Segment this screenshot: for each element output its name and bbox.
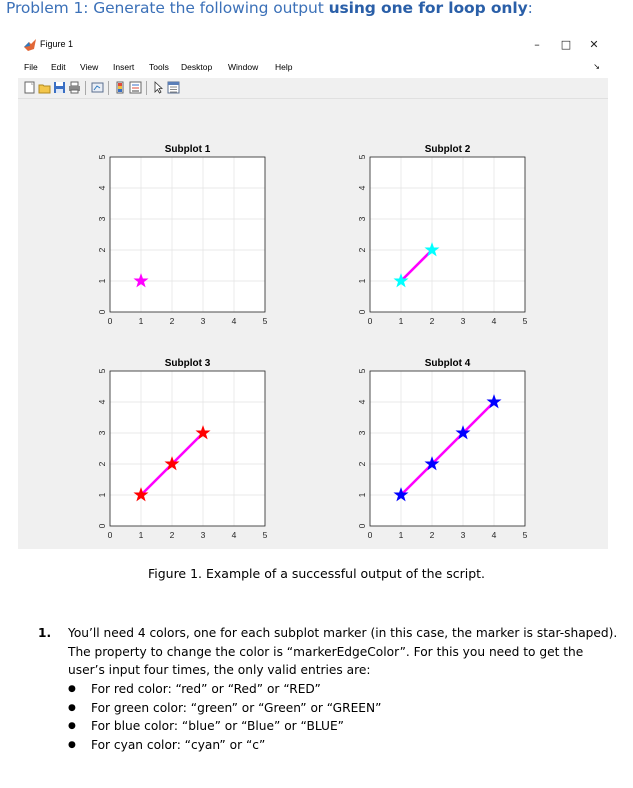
save-icon[interactable]: [53, 81, 66, 94]
y-tick-label: 2: [97, 247, 107, 253]
x-tick-label: 5: [262, 530, 268, 540]
x-tick-label: 3: [200, 530, 206, 540]
heading-emphasis: using one for loop only: [328, 0, 528, 17]
link-plot-icon[interactable]: [91, 81, 104, 94]
y-tick-label: 2: [97, 461, 107, 467]
x-tick-label: 4: [231, 316, 237, 326]
subplot-2: [357, 144, 528, 326]
y-tick-label: 1: [97, 492, 107, 498]
y-tick-label: 1: [357, 492, 367, 498]
x-tick-label: 3: [200, 316, 206, 326]
menu-desktop[interactable]: Desktop: [181, 62, 213, 72]
toolbar-separator: [85, 81, 86, 95]
y-tick-label: 4: [357, 185, 367, 191]
y-tick-label: 1: [97, 278, 107, 284]
x-tick-label: 4: [491, 316, 497, 326]
y-tick-label: 5: [357, 368, 367, 374]
x-tick-label: 1: [398, 530, 404, 540]
axes-background: [370, 157, 525, 312]
toolbar-separator: [146, 81, 147, 95]
close-button[interactable]: ✕: [589, 38, 599, 51]
y-tick-label: 0: [97, 309, 107, 315]
menu-view[interactable]: View: [80, 62, 99, 72]
instruction-number: 1.: [38, 626, 52, 640]
menu-expand-icon[interactable]: ↘: [593, 62, 600, 71]
instruction-item: [38, 624, 618, 680]
new-figure-icon[interactable]: [23, 81, 36, 94]
subplot-3: [97, 358, 268, 540]
figure-title: Figure 1: [40, 39, 74, 49]
y-tick-label: 5: [97, 368, 107, 374]
minimize-button[interactable]: –: [534, 38, 540, 51]
heading-prefix: Problem 1: Generate the following output: [6, 0, 329, 17]
y-tick-label: 5: [97, 154, 107, 160]
legend-icon[interactable]: [129, 81, 142, 94]
x-tick-label: 1: [398, 316, 404, 326]
colorbar-icon[interactable]: [114, 81, 127, 94]
y-tick-label: 1: [357, 278, 367, 284]
subplot-title: Subplot 4: [424, 358, 471, 369]
x-tick-label: 1: [138, 530, 144, 540]
x-tick-label: 3: [460, 316, 466, 326]
menu-bar: [18, 56, 608, 78]
color-options-list: [68, 680, 381, 754]
property-inspector-icon[interactable]: [167, 81, 180, 94]
y-tick-label: 0: [357, 309, 367, 315]
x-tick-label: 0: [367, 530, 373, 540]
x-tick-label: 0: [367, 316, 373, 326]
maximize-button[interactable]: □: [560, 38, 572, 51]
axes-background: [110, 157, 265, 312]
y-tick-label: 4: [97, 399, 107, 405]
menu-tools[interactable]: Tools: [149, 62, 169, 72]
menu-file[interactable]: File: [24, 62, 38, 72]
x-tick-label: 2: [169, 316, 175, 326]
y-tick-label: 3: [357, 216, 367, 222]
menu-insert[interactable]: Insert: [113, 62, 135, 72]
subplot-1: [97, 144, 268, 326]
y-tick-label: 4: [97, 185, 107, 191]
instruction-text: You’ll need 4 colors, one for each subplot marker (in this case, the marker is star-shaped). The property to change the color is “markerEdgeColor”. For this you need to get the user’s input four times, the only valid entries are:: [68, 626, 618, 677]
figure-titlebar: [18, 34, 608, 56]
menu-window[interactable]: Window: [228, 62, 259, 72]
y-tick-label: 4: [357, 399, 367, 405]
print-icon[interactable]: [68, 81, 81, 94]
y-tick-label: 2: [357, 461, 367, 467]
y-tick-label: 3: [97, 430, 107, 436]
y-tick-label: 0: [357, 523, 367, 529]
figure-window: [18, 34, 608, 549]
bullet-red: ● For red color: “red” or “Red” or “RED”: [68, 680, 381, 699]
x-tick-label: 5: [522, 316, 528, 326]
problem-heading: [6, 0, 533, 17]
x-tick-label: 5: [522, 530, 528, 540]
x-tick-label: 3: [460, 530, 466, 540]
toolbar-separator: [108, 81, 109, 95]
x-tick-label: 4: [231, 530, 237, 540]
x-tick-label: 4: [491, 530, 497, 540]
figure-caption: Figure 1. Example of a successful output of the script.: [147, 566, 486, 581]
bullet-cyan: ● For cyan color: “cyan” or “c”: [68, 736, 381, 755]
bullet-green: ● For green color: “green” or “Green” or “GREEN”: [68, 699, 381, 718]
x-tick-label: 5: [262, 316, 268, 326]
menu-edit[interactable]: Edit: [51, 62, 66, 72]
y-tick-label: 2: [357, 247, 367, 253]
y-tick-label: 5: [357, 154, 367, 160]
subplot-title: Subplot 3: [164, 358, 211, 369]
x-tick-label: 2: [169, 530, 175, 540]
y-tick-label: 3: [97, 216, 107, 222]
menu-help[interactable]: Help: [275, 62, 293, 72]
y-tick-label: 3: [357, 430, 367, 436]
subplot-4: [357, 358, 528, 540]
subplot-title: Subplot 1: [164, 144, 211, 155]
x-tick-label: 0: [107, 316, 113, 326]
bullet-blue: ● For blue color: “blue” or “Blue” or “BLUE”: [68, 717, 381, 736]
open-file-icon[interactable]: [38, 81, 51, 94]
matlab-logo-icon: [24, 39, 36, 51]
subplot-title: Subplot 2: [424, 144, 471, 155]
subplot-grid: [18, 99, 608, 549]
x-tick-label: 2: [429, 316, 435, 326]
edit-plot-icon[interactable]: [152, 81, 165, 94]
y-tick-label: 0: [97, 523, 107, 529]
x-tick-label: 1: [138, 316, 144, 326]
heading-suffix: :: [527, 0, 533, 17]
x-tick-label: 0: [107, 530, 113, 540]
x-tick-label: 2: [429, 530, 435, 540]
figure-toolbar: [18, 78, 608, 99]
